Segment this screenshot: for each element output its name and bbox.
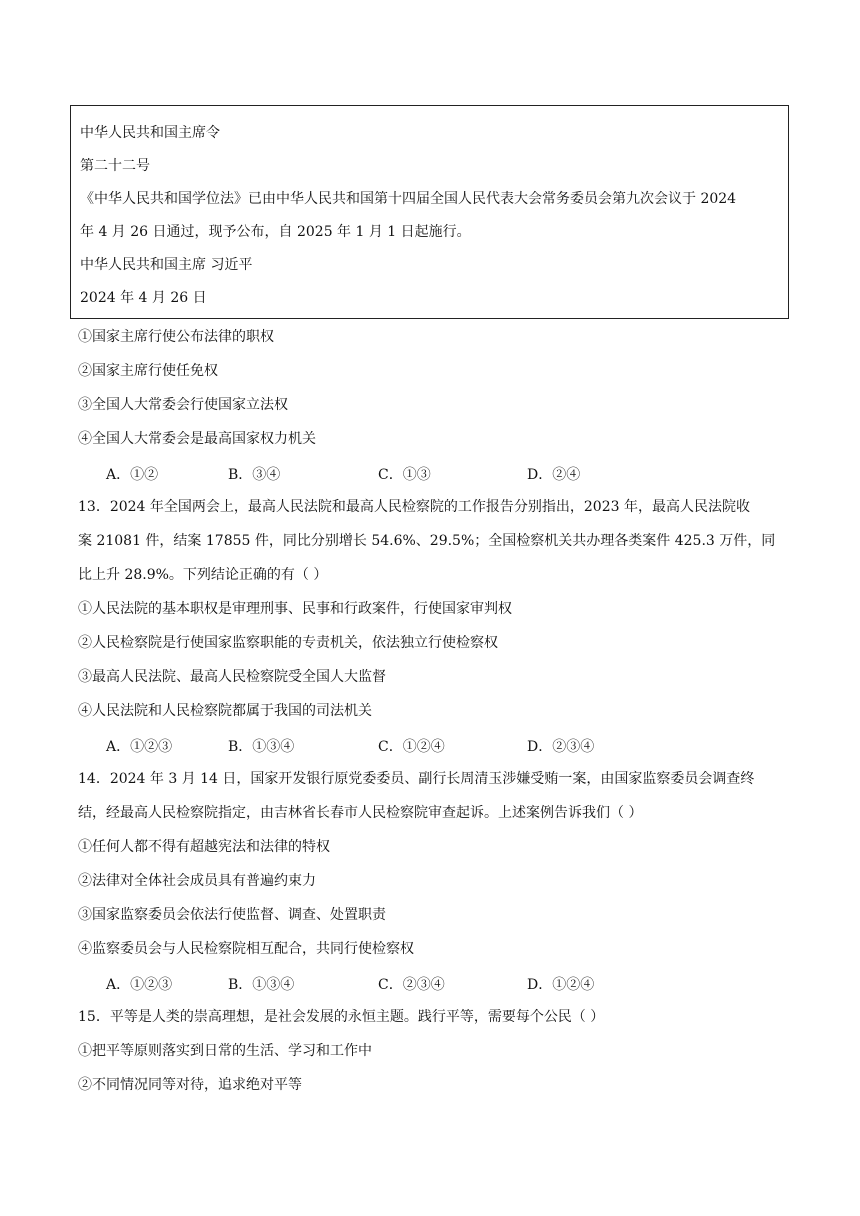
q13-stem-line-2: 案 21081 件，结案 17855 件，同比分别增长 54.6%、29.5%；全国检察机关共办理各类案件 425.3 万件，同	[78, 533, 776, 549]
q12-choice-d[interactable]: D．②④	[527, 467, 581, 483]
q12-option-4: ④全国人大常委会是最高国家权力机关	[78, 431, 316, 447]
order-date: 2024 年 4 月 26 日	[80, 290, 207, 306]
q15-option-1: ①把平等原则落实到日常的生活、学习和工作中	[78, 1043, 372, 1059]
q13-choice-b[interactable]: B．①③④	[228, 739, 295, 755]
q13-option-2: ②人民检察院是行使国家监察职能的专责机关，依法独立行使检察权	[78, 635, 498, 651]
q14-option-2: ②法律对全体社会成员具有普遍约束力	[78, 873, 316, 889]
q14-choice-b[interactable]: B．①③④	[228, 977, 295, 993]
q15-option-2: ②不同情况同等对待，追求绝对平等	[78, 1077, 302, 1093]
q12-choice-c[interactable]: C．①③	[378, 467, 431, 483]
presidential-order-box	[70, 105, 789, 319]
order-body-line-2: 年 4 月 26 日通过，现予公布，自 2025 年 1 月 1 日起施行。	[80, 224, 471, 240]
q12-choice-a[interactable]: A．①②	[106, 467, 159, 483]
q14-option-1: ①任何人都不得有超越宪法和法律的特权	[78, 839, 330, 855]
order-number: 第二十二号	[80, 158, 150, 174]
q14-option-4: ④监察委员会与人民检察院相互配合，共同行使检察权	[78, 941, 414, 957]
q12-option-1: ①国家主席行使公布法律的职权	[78, 329, 274, 345]
order-title: 中华人民共和国主席令	[80, 125, 220, 141]
q12-option-2: ②国家主席行使任免权	[78, 363, 218, 379]
q13-stem-line-3: 比上升 28.9%。下列结论正确的有（ ）	[78, 567, 328, 583]
q13-choice-d[interactable]: D．②③④	[527, 739, 595, 755]
q13-option-4: ④人民法院和人民检察院都属于我国的司法机关	[78, 703, 372, 719]
q13-option-3: ③最高人民法院、最高人民检察院受全国人大监督	[78, 669, 386, 685]
q14-stem-line-1: 14．2024 年 3 月 14 日，国家开发银行原党委委员、副行长周清玉涉嫌受贿一案，由国家监察委员会调查终	[78, 771, 755, 787]
q14-choices	[78, 974, 778, 992]
q14-choice-c[interactable]: C．②③④	[378, 977, 445, 993]
q13-choice-a[interactable]: A．①②③	[106, 739, 173, 755]
q14-choice-d[interactable]: D．①②④	[527, 977, 595, 993]
q13-choices	[78, 736, 778, 754]
q14-stem-line-2: 结，经最高人民检察院指定，由吉林省长春市人民检察院审查起诉。上述案例告诉我们（ ）	[78, 805, 643, 821]
q12-choice-b[interactable]: B．③④	[228, 467, 281, 483]
q12-choices	[78, 464, 778, 482]
q13-stem-line-1: 13．2024 年全国两会上，最高人民法院和最高人民检察院的工作报告分别指出，2023 年，最高人民法院收	[78, 499, 750, 515]
q15-stem-line-1: 15．平等是人类的崇高理想，是社会发展的永恒主题。践行平等，需要每个公民（ ）	[78, 1009, 605, 1025]
order-signer: 中华人民共和国主席 习近平	[80, 257, 253, 273]
q14-choice-a[interactable]: A．①②③	[106, 977, 173, 993]
q12-option-3: ③全国人大常委会行使国家立法权	[78, 397, 288, 413]
q14-option-3: ③国家监察委员会依法行使监督、调查、处置职责	[78, 907, 386, 923]
order-body-line-1: 《中华人民共和国学位法》已由中华人民共和国第十四届全国人民代表大会常务委员会第九次会议于 2024	[80, 191, 737, 207]
q13-option-1: ①人民法院的基本职权是审理刑事、民事和行政案件，行使国家审判权	[78, 601, 512, 617]
q13-choice-c[interactable]: C．①②④	[378, 739, 445, 755]
